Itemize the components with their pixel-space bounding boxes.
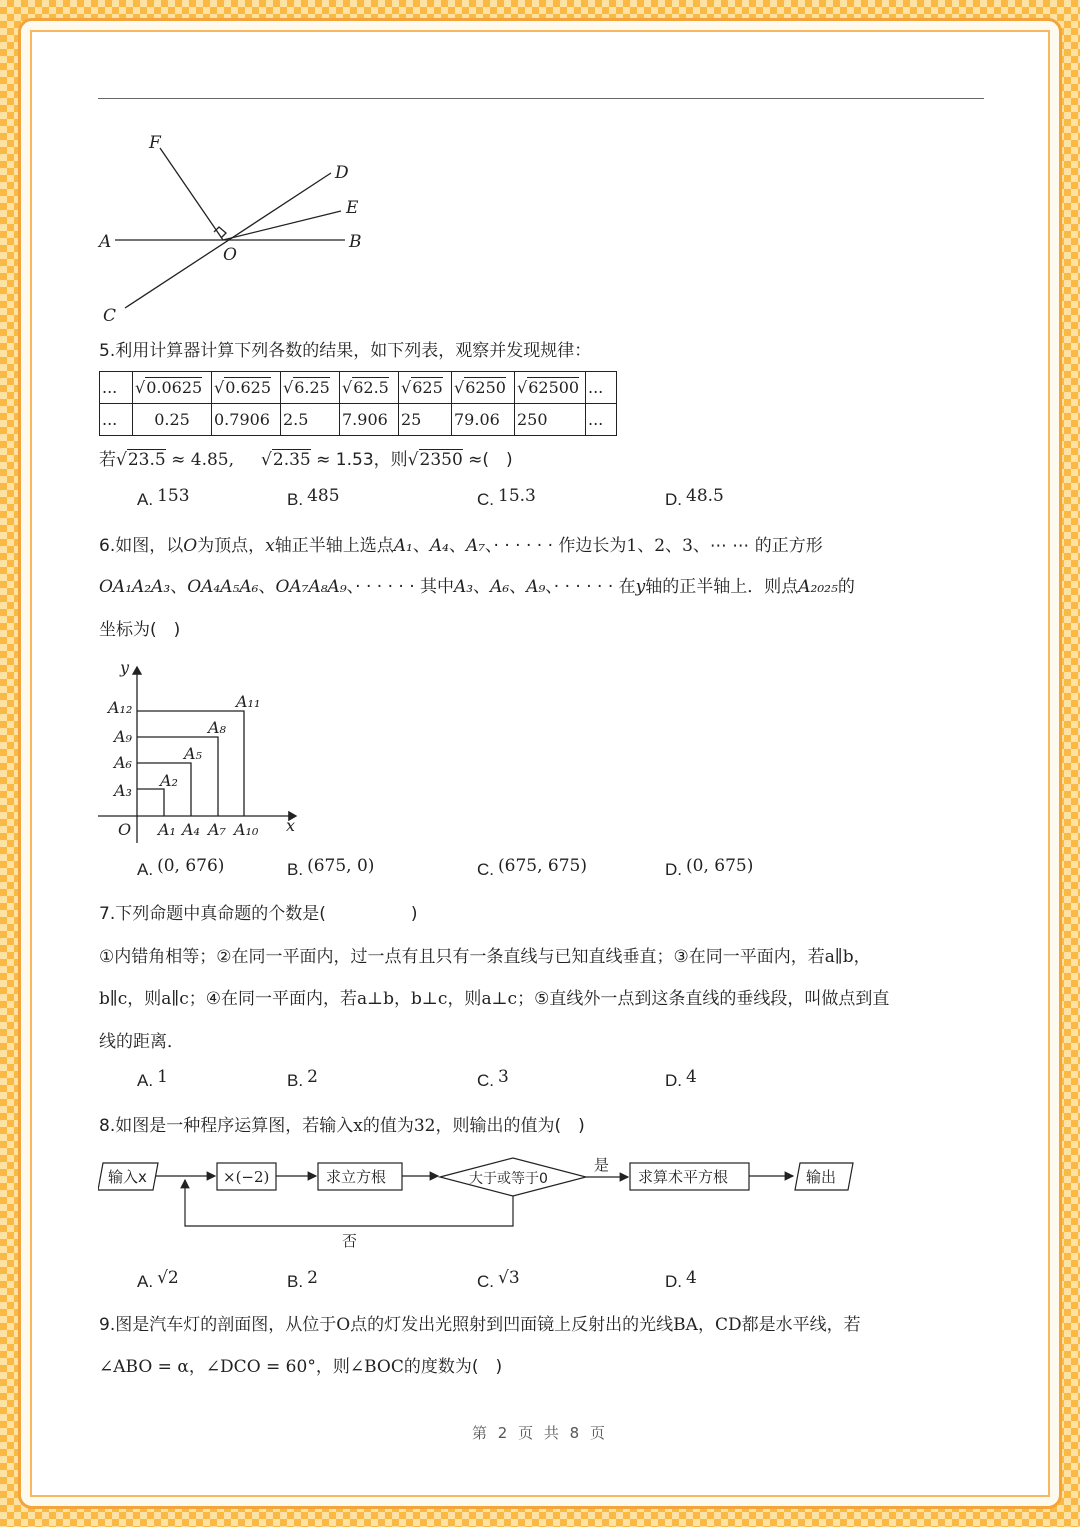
q6-line3: 坐标为( ) (99, 620, 181, 640)
table-row (100, 372, 617, 404)
header-rule (98, 98, 984, 99)
table-cell: 0.7906 (212, 404, 281, 436)
table-cell: ... (586, 372, 617, 404)
label-o: O (118, 820, 132, 839)
q7-line1: ①内错角相等；②在同一平面内，过一点有且只有一条直线与已知直线垂直；③在同一平面内，若a∥b， (99, 947, 871, 967)
label-b: B (349, 232, 362, 252)
label-e: E (346, 198, 359, 218)
q7-line3: 线的距离． (99, 1032, 184, 1052)
q6-line1: 6.如图，以O为顶点，x轴正半轴上选点A₁、A₄、A₇、· · · · · · 作边长为1、2、3、⋯ ⋯ 的正方形 (99, 536, 823, 556)
q5-option-d[interactable]: D. 48.5 (665, 486, 724, 509)
table-cell: 7.906 (340, 404, 399, 436)
label-a6: A₆ (114, 753, 132, 772)
squares-figure (98, 655, 308, 845)
q5-stem: 若√23.5 ≈ 4.85, √2.35 ≈ 1.53，则√2350 ≈( ) (99, 450, 513, 470)
flow-output-label: 输出 (806, 1168, 837, 1186)
no-branch (185, 1180, 513, 1226)
line-fo (160, 148, 223, 240)
label-a8: A₈ (208, 718, 226, 737)
q8-title: 8.如图是一种程序运算图，若输入x的值为32，则输出的值为( ) (99, 1116, 585, 1136)
label-a12: A₁₂ (108, 698, 133, 717)
q6-option-d[interactable]: D. (0, 675) (665, 856, 754, 879)
q5-title: 5.利用计算器计算下列各数的结果，如下列表，观察并发现规律： (99, 341, 592, 361)
label-a: A (99, 232, 112, 252)
table-cell: √62500 (515, 372, 586, 404)
table-cell: √0.625 (212, 372, 281, 404)
q5-table (99, 371, 617, 436)
table-cell: √0.0625 (133, 372, 212, 404)
q6-option-b[interactable]: B. (675, 0) (287, 856, 375, 879)
q8-option-c[interactable]: C. √3 (477, 1268, 520, 1291)
q7-option-a[interactable]: A. 1 (137, 1067, 168, 1090)
q9-line2: ∠ABO = α，∠DCO = 60°，则∠BOC的度数为( ) (99, 1357, 503, 1377)
flow-yes-label: 是 (594, 1156, 610, 1174)
table-cell: √625 (399, 372, 452, 404)
q7-option-d[interactable]: D. 4 (665, 1067, 697, 1090)
flow-no-label: 否 (342, 1232, 358, 1250)
table-cell: 2.5 (281, 404, 340, 436)
q7-option-c[interactable]: C. 3 (477, 1067, 509, 1090)
table-cell: ... (100, 372, 133, 404)
line-oe (223, 211, 341, 240)
q6-option-c[interactable]: C. (675, 675) (477, 856, 587, 879)
flowchart (98, 1152, 858, 1252)
angle-figure (95, 125, 375, 330)
square-1 (137, 789, 164, 816)
table-cell: 25 (399, 404, 452, 436)
label-y: y (120, 658, 130, 677)
label-x: x (286, 816, 296, 835)
q6-option-a[interactable]: A. (0, 676) (137, 856, 225, 879)
label-o: O (223, 245, 237, 265)
q9-line1: 9.图是汽车灯的剖面图，从位于O点的灯发出光照射到凹面镜上反射出的光线BA，CD都是水平线，若 (99, 1315, 861, 1335)
table-cell: ... (100, 404, 133, 436)
q8-option-b[interactable]: B. 2 (287, 1268, 318, 1291)
table-cell: 79.06 (452, 404, 515, 436)
page-footer: 第 2 页 共 8 页 (472, 1424, 608, 1442)
q5-option-b[interactable]: B. 485 (287, 486, 340, 509)
label-a1: A₁ (158, 820, 176, 839)
q7-title: 7.下列命题中真命题的个数是( ) (99, 904, 418, 924)
label-a7: A₇ (208, 820, 226, 839)
table-cell: 250 (515, 404, 586, 436)
label-a5: A₅ (184, 744, 202, 763)
table-cell: ... (586, 404, 617, 436)
label-a4: A₄ (182, 820, 200, 839)
table-cell: 0.25 (133, 404, 212, 436)
label-a2: A₂ (160, 771, 178, 790)
table-row (100, 404, 617, 436)
label-a10: A₁₀ (234, 820, 259, 839)
q8-option-d[interactable]: D. 4 (665, 1268, 697, 1291)
label-a3: A₃ (114, 781, 132, 800)
flow-mul-label: ×(−2) (223, 1168, 270, 1186)
table-cell: √62.5 (340, 372, 399, 404)
flow-sqrt-label: 求算术平方根 (638, 1168, 729, 1186)
label-c: C (103, 306, 117, 326)
q7-option-b[interactable]: B. 2 (287, 1067, 318, 1090)
flow-cube-label: 求立方根 (326, 1168, 387, 1186)
table-cell: √6.25 (281, 372, 340, 404)
table-cell: √6250 (452, 372, 515, 404)
q6-line2: OA₁A₂A₃、OA₄A₅A₆、OA₇A₈A₉、· · · · · · 其中A₃、A₆、A₉、· · · · · · 在y轴的正半轴上．则点A₂₀₂₅的 (99, 577, 855, 597)
label-d: D (335, 163, 349, 183)
q5-option-a[interactable]: A. 153 (137, 486, 190, 509)
label-a9: A₉ (114, 727, 132, 746)
flow-cond-label: 大于或等于0 (469, 1171, 548, 1187)
flow-input-label: 输入x (108, 1168, 147, 1186)
q5-option-c[interactable]: C. 15.3 (477, 486, 536, 509)
label-a11: A₁₁ (236, 692, 261, 711)
label-f: F (149, 133, 161, 153)
q7-line2: b∥c，则a∥c；④在同一平面内，若a⊥b，b⊥c，则a⊥c；⑤直线外一点到这条直线的垂线段，叫做点到直 (99, 989, 890, 1009)
q8-option-a[interactable]: A. √2 (137, 1268, 179, 1291)
